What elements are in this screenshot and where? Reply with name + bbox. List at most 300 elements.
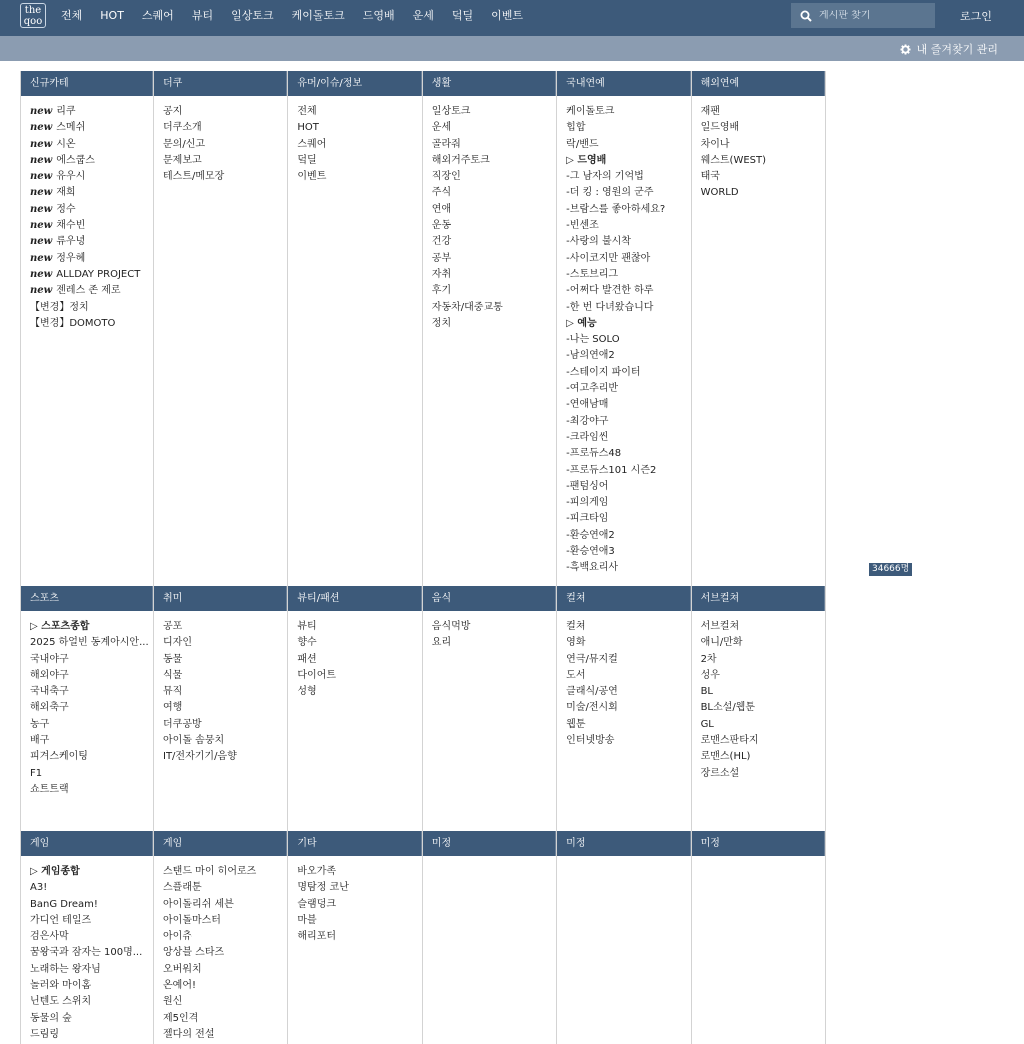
- board-link-label: 자취: [431, 268, 452, 280]
- board-link-label: 슬램덩크: [297, 898, 337, 910]
- board-link-label: 리쿠: [56, 106, 76, 117]
- board-link[interactable]: [30, 635, 153, 651]
- new-badge: new: [30, 236, 53, 248]
- board-link[interactable]: [566, 332, 690, 348]
- board-link[interactable]: [297, 169, 421, 185]
- board-link[interactable]: [30, 733, 153, 749]
- category-list: [692, 856, 825, 1044]
- board-link[interactable]: [30, 619, 153, 635]
- top-navigation-bar: [0, 0, 1024, 36]
- board-link[interactable]: [566, 414, 690, 430]
- category-list: [692, 611, 825, 831]
- favorites-manage-button[interactable]: [900, 41, 998, 57]
- new-badge: new: [30, 203, 53, 215]
- board-link[interactable]: [432, 300, 556, 316]
- board-link[interactable]: [432, 316, 556, 332]
- board-link[interactable]: [566, 479, 690, 495]
- board-link[interactable]: [566, 137, 690, 153]
- category-list: [423, 96, 556, 586]
- category-list: [288, 856, 421, 1044]
- board-link[interactable]: [163, 880, 287, 896]
- search-input[interactable]: [819, 10, 929, 21]
- board-link-label: 해외거주토크: [431, 154, 490, 166]
- board-link[interactable]: [566, 495, 690, 511]
- board-link[interactable]: [701, 684, 825, 700]
- board-link-label: -환승연애3: [566, 546, 615, 558]
- board-link[interactable]: [297, 120, 421, 136]
- main-nav: [52, 0, 532, 30]
- board-link-label: 해외야구: [30, 669, 69, 681]
- category-column: [423, 831, 557, 1044]
- board-link[interactable]: [163, 153, 287, 169]
- board-link[interactable]: [701, 619, 825, 635]
- board-link[interactable]: [30, 749, 153, 765]
- board-link-label: 덬딜: [297, 154, 317, 166]
- new-badge: new: [30, 187, 53, 199]
- board-link[interactable]: [163, 120, 287, 136]
- board-link-label: 배구: [30, 735, 50, 747]
- board-link[interactable]: [297, 635, 421, 651]
- board-link-label: 음식먹방: [431, 621, 471, 632]
- search-icon: [800, 10, 812, 22]
- board-link[interactable]: [297, 684, 421, 700]
- board-link-label: -브람스를 좋아하세요?: [566, 203, 666, 215]
- board-link-label: 젤다의 전설: [163, 1028, 215, 1040]
- nav-item[interactable]: HOT: [100, 8, 124, 22]
- board-link-label: 차이나: [700, 138, 730, 150]
- nav-item[interactable]: 스퀘어: [141, 9, 174, 22]
- category-column: [423, 586, 557, 831]
- category-header: 해외연예: [692, 71, 825, 96]
- board-link[interactable]: [297, 652, 421, 668]
- board-link[interactable]: [701, 169, 825, 185]
- board-link-label: -프로듀스101 시즌2: [566, 464, 657, 476]
- category-column: [154, 71, 288, 586]
- board-link[interactable]: [163, 897, 287, 913]
- board-link[interactable]: [30, 700, 153, 716]
- category-header: 음식: [423, 586, 556, 611]
- board-link[interactable]: [432, 283, 556, 299]
- board-link-label: 제5인격: [163, 1012, 199, 1024]
- new-badge: new: [30, 154, 53, 166]
- board-link[interactable]: [566, 560, 690, 576]
- nav-item[interactable]: 전체: [61, 9, 83, 22]
- category-column: [692, 586, 826, 831]
- board-link-label: 아이돌마스터: [163, 914, 221, 926]
- board-link[interactable]: [163, 1027, 287, 1043]
- board-link-label: -남의연애2: [566, 350, 615, 362]
- board-link-label: 앙상블 스타즈: [163, 947, 225, 959]
- board-link[interactable]: [566, 668, 690, 684]
- board-link-label: 더쿠소개: [163, 122, 202, 134]
- board-link-label: BL소설/웹툰: [700, 702, 756, 714]
- board-link-label: 정치: [431, 317, 452, 329]
- board-link[interactable]: [566, 218, 690, 234]
- board-link-label: 국내축구: [30, 686, 69, 698]
- board-link[interactable]: [297, 864, 421, 880]
- category-header: 컬쳐: [557, 586, 690, 611]
- board-link[interactable]: [30, 1027, 153, 1043]
- category-column: [557, 586, 691, 831]
- board-link[interactable]: [432, 185, 556, 201]
- category-list: [423, 856, 556, 1044]
- board-link-label: 동물: [163, 653, 183, 665]
- category-header: 국내연예: [557, 71, 690, 96]
- board-link-label: F1: [30, 767, 43, 779]
- category-row: [20, 586, 826, 831]
- board-link-label: 바오가족: [297, 866, 337, 877]
- board-link[interactable]: [297, 880, 421, 896]
- board-link-label: -더 킹 : 영원의 군주: [566, 187, 654, 199]
- category-list: [154, 611, 287, 831]
- board-link-label: 인터넷방송: [566, 735, 615, 747]
- board-link[interactable]: [566, 104, 690, 120]
- board-link[interactable]: [432, 218, 556, 234]
- board-link-label: 명탐정 코난: [297, 882, 349, 894]
- category-header: 미정: [423, 831, 556, 856]
- board-link-label: 이벤트: [297, 171, 327, 183]
- board-link-label: 오버워치: [163, 963, 202, 975]
- board-link-label: -사랑의 불시착: [566, 236, 631, 248]
- category-header: 취미: [154, 586, 287, 611]
- board-link[interactable]: [30, 929, 153, 945]
- board-link-label: 동물의 숲: [30, 1012, 72, 1024]
- board-link[interactable]: [30, 668, 153, 684]
- board-link[interactable]: [566, 652, 690, 668]
- board-link-label: -최강야구: [566, 415, 609, 427]
- category-header: 미정: [692, 831, 825, 856]
- board-link-label: 요리: [431, 637, 452, 649]
- new-badge: new: [30, 122, 53, 134]
- board-link[interactable]: [30, 234, 153, 250]
- board-link[interactable]: [30, 137, 153, 153]
- board-link[interactable]: [432, 234, 556, 250]
- board-link-label: 류우녕: [56, 236, 86, 248]
- board-link[interactable]: [566, 511, 690, 527]
- board-link-label: IT/전자기기/음향: [163, 751, 237, 763]
- category-column: [20, 831, 154, 1044]
- board-link-label: 아이돌 솜뭉치: [163, 735, 225, 747]
- category-column: [423, 71, 557, 586]
- board-link-label: 온예어!: [163, 980, 196, 992]
- board-link-label: -피의게임: [566, 497, 609, 509]
- board-link[interactable]: [432, 120, 556, 136]
- board-link[interactable]: [30, 120, 153, 136]
- board-link[interactable]: [297, 668, 421, 684]
- board-link[interactable]: [701, 700, 825, 716]
- board-link[interactable]: [566, 283, 690, 299]
- board-search[interactable]: [791, 3, 935, 28]
- board-link-label: -빈센조: [566, 220, 599, 232]
- board-link[interactable]: [30, 978, 153, 994]
- nav-item[interactable]: 이벤트: [491, 9, 524, 22]
- category-column: [288, 71, 422, 586]
- board-link[interactable]: [432, 251, 556, 267]
- board-link[interactable]: [701, 717, 825, 733]
- board-link[interactable]: [432, 202, 556, 218]
- board-link[interactable]: [30, 652, 153, 668]
- board-link[interactable]: [566, 120, 690, 136]
- board-link[interactable]: [163, 104, 287, 120]
- board-link[interactable]: [701, 153, 825, 169]
- category-list: [21, 96, 153, 586]
- board-link-label: 아이돌리쉬 세븐: [163, 898, 234, 910]
- category-header: 더쿠: [154, 71, 287, 96]
- board-link[interactable]: [566, 528, 690, 544]
- board-link[interactable]: [297, 929, 421, 945]
- board-link-label: 놀러와 마이홈: [30, 980, 92, 992]
- category-header: 게임: [21, 831, 153, 856]
- nav-item[interactable]: 일상토크: [231, 9, 274, 22]
- board-link[interactable]: [163, 913, 287, 929]
- board-link[interactable]: [566, 397, 690, 413]
- board-link[interactable]: [163, 652, 287, 668]
- board-link[interactable]: [163, 864, 287, 880]
- board-link-label: 더쿠공방: [163, 718, 202, 730]
- board-link[interactable]: [432, 619, 556, 635]
- board-link[interactable]: [30, 766, 153, 782]
- board-link-label: 국내야구: [30, 653, 69, 665]
- board-link-label: 노래하는 왕자님: [30, 963, 101, 975]
- board-link[interactable]: [30, 185, 153, 201]
- category-column: [288, 831, 422, 1044]
- board-link-label: 에스쿱스: [56, 154, 95, 166]
- board-link[interactable]: [566, 733, 690, 749]
- board-link[interactable]: [30, 283, 153, 299]
- board-link[interactable]: [30, 251, 153, 267]
- board-link[interactable]: [566, 430, 690, 446]
- board-link-label: 태국: [700, 171, 720, 183]
- board-link[interactable]: [566, 717, 690, 733]
- board-link-label: 유우시: [56, 171, 86, 183]
- category-header: 생활: [423, 71, 556, 96]
- board-link[interactable]: [566, 234, 690, 250]
- board-link[interactable]: [566, 700, 690, 716]
- nav-item[interactable]: 덬딜: [451, 9, 474, 22]
- board-link-label: 꿈왕국과 잠자는 100명...: [30, 947, 143, 959]
- board-link-label: 직장인: [431, 171, 461, 183]
- board-link-label: 골라줘: [431, 138, 461, 150]
- category-list: [692, 96, 825, 586]
- board-link[interactable]: [566, 619, 690, 635]
- board-link[interactable]: [163, 635, 287, 651]
- board-link-label: ▷ 게임종합: [30, 866, 80, 877]
- board-link-label: ▷ 예능: [566, 317, 597, 329]
- board-link[interactable]: [297, 913, 421, 929]
- board-link[interactable]: [30, 782, 153, 798]
- board-link[interactable]: [30, 218, 153, 234]
- sub-bar: [0, 36, 1024, 61]
- board-link[interactable]: [701, 668, 825, 684]
- board-link[interactable]: [432, 137, 556, 153]
- board-link[interactable]: [566, 446, 690, 462]
- board-link[interactable]: [30, 267, 153, 283]
- board-link[interactable]: [701, 733, 825, 749]
- board-link[interactable]: [297, 619, 421, 635]
- board-link-label: 다이어트: [297, 669, 337, 681]
- board-link-label: A3!: [30, 882, 48, 894]
- board-link-label: 젠레스 존 제로: [56, 285, 121, 297]
- board-link[interactable]: [566, 381, 690, 397]
- board-link[interactable]: [30, 104, 153, 120]
- board-link-label: ▷ 스포츠종합: [30, 621, 90, 632]
- board-link[interactable]: [566, 185, 690, 201]
- board-link[interactable]: [701, 749, 825, 765]
- board-link[interactable]: [297, 137, 421, 153]
- board-link[interactable]: [30, 913, 153, 929]
- board-link-label: 전체: [297, 106, 317, 117]
- board-link[interactable]: [566, 316, 690, 332]
- board-link-label: -사이코지만 괜찮아: [566, 252, 651, 264]
- board-link[interactable]: [30, 300, 153, 316]
- board-link[interactable]: [30, 316, 153, 332]
- board-link[interactable]: [701, 635, 825, 651]
- board-link-label: BanG Dream!: [30, 898, 98, 910]
- board-link-label: -연애남매: [566, 399, 609, 411]
- board-link-label: ALLDAY PROJECT: [56, 268, 141, 280]
- board-link-label: HOT: [297, 122, 319, 134]
- board-link-label: -스테이지 파이터: [566, 366, 641, 378]
- board-link[interactable]: [432, 153, 556, 169]
- board-link[interactable]: [163, 1011, 287, 1027]
- board-link[interactable]: [566, 684, 690, 700]
- board-link[interactable]: [30, 202, 153, 218]
- board-link-label: 운세: [431, 122, 452, 134]
- board-link[interactable]: [30, 897, 153, 913]
- board-link-label: 【변경】정치: [30, 301, 89, 313]
- board-link[interactable]: [163, 668, 287, 684]
- board-link[interactable]: [30, 994, 153, 1010]
- board-link-label: 장르소설: [700, 767, 740, 779]
- board-link[interactable]: [297, 153, 421, 169]
- board-link[interactable]: [297, 897, 421, 913]
- board-link[interactable]: [163, 994, 287, 1010]
- board-link[interactable]: [701, 137, 825, 153]
- board-link[interactable]: [163, 962, 287, 978]
- board-link-label: 문제보고: [163, 154, 202, 166]
- board-link-label: 연극/뮤지컬: [566, 653, 618, 665]
- board-link[interactable]: [163, 684, 287, 700]
- board-link-label: 일드영배: [700, 122, 740, 134]
- board-link[interactable]: [163, 929, 287, 945]
- gear-icon: [900, 44, 911, 55]
- board-link[interactable]: [566, 267, 690, 283]
- board-link[interactable]: [432, 267, 556, 283]
- board-link[interactable]: [163, 169, 287, 185]
- board-link[interactable]: [297, 104, 421, 120]
- board-link[interactable]: [163, 717, 287, 733]
- board-link[interactable]: [30, 153, 153, 169]
- board-link[interactable]: [30, 880, 153, 896]
- board-link-label: 향수: [297, 637, 317, 649]
- board-link[interactable]: [701, 652, 825, 668]
- board-link-label: -나는 SOLO: [566, 334, 620, 346]
- nav-item[interactable]: 뷰티: [191, 9, 214, 22]
- board-link-label: 가디언 테일즈: [30, 914, 92, 926]
- board-link-label: 성형: [297, 686, 317, 698]
- board-link[interactable]: [30, 169, 153, 185]
- board-link-label: ▷ 드영배: [566, 154, 607, 166]
- board-link[interactable]: [566, 463, 690, 479]
- board-link-label: 건강: [431, 236, 452, 248]
- board-link-label: -어쩌다 발견한 하루: [566, 285, 654, 297]
- board-link[interactable]: [701, 104, 825, 120]
- board-link[interactable]: [566, 365, 690, 381]
- board-link[interactable]: [30, 684, 153, 700]
- board-link-label: 쇼트트랙: [30, 783, 69, 795]
- nav-item[interactable]: 드영배: [362, 9, 395, 22]
- board-link[interactable]: [566, 202, 690, 218]
- board-link[interactable]: [432, 635, 556, 651]
- category-column: [154, 586, 288, 831]
- board-link[interactable]: [30, 864, 153, 880]
- category-column: [557, 831, 691, 1044]
- category-column: [20, 71, 154, 586]
- board-link[interactable]: [163, 137, 287, 153]
- board-link-label: 정우혜: [56, 252, 86, 264]
- category-grid: [20, 71, 826, 1044]
- nav-item[interactable]: 운세: [412, 9, 434, 22]
- board-link-label: GL: [700, 718, 714, 730]
- online-user-count: 34666명: [869, 563, 912, 576]
- board-link[interactable]: [566, 153, 690, 169]
- nav-item[interactable]: 케이돌토크: [291, 9, 345, 22]
- board-link[interactable]: [566, 169, 690, 185]
- board-link[interactable]: [163, 733, 287, 749]
- board-link[interactable]: [432, 169, 556, 185]
- category-header: 기타: [288, 831, 421, 856]
- board-link-label: 피겨스케이팅: [30, 751, 88, 763]
- board-link-label: -스토브리그: [566, 268, 619, 280]
- board-link-label: 해외축구: [30, 702, 69, 714]
- board-link[interactable]: [701, 185, 825, 201]
- category-column: [288, 586, 422, 831]
- board-link[interactable]: [566, 300, 690, 316]
- board-link-label: 드림링: [30, 1028, 59, 1040]
- board-link-label: BL: [700, 686, 713, 698]
- board-link[interactable]: [163, 749, 287, 765]
- board-link-label: 아이츄: [163, 931, 192, 943]
- category-header: 유머/이슈/정보: [288, 71, 421, 96]
- category-list: [154, 96, 287, 586]
- board-link[interactable]: [30, 962, 153, 978]
- board-link[interactable]: [163, 700, 287, 716]
- board-link-label: 운동: [431, 220, 452, 232]
- board-link[interactable]: [163, 978, 287, 994]
- board-link[interactable]: [566, 635, 690, 651]
- board-link[interactable]: [30, 945, 153, 961]
- board-link[interactable]: [432, 104, 556, 120]
- board-link[interactable]: [566, 544, 690, 560]
- board-link[interactable]: [566, 251, 690, 267]
- board-link[interactable]: [566, 348, 690, 364]
- board-link-label: 스플래툰: [163, 882, 202, 894]
- board-link[interactable]: [163, 945, 287, 961]
- site-logo[interactable]: the qoo: [20, 3, 46, 28]
- board-link[interactable]: [163, 619, 287, 635]
- favorites-manage-label: 내 즐겨찾기 관리: [916, 43, 998, 56]
- login-button[interactable]: 로그인: [960, 10, 992, 23]
- board-link-label: 컬쳐: [566, 621, 586, 632]
- category-list: [154, 856, 287, 1044]
- board-link[interactable]: [701, 120, 825, 136]
- board-link[interactable]: [701, 766, 825, 782]
- board-link-label: 도서: [566, 669, 586, 681]
- board-link[interactable]: [30, 717, 153, 733]
- category-column: [557, 71, 691, 586]
- board-link[interactable]: [30, 1011, 153, 1027]
- board-link-label: 뷰티: [297, 621, 317, 632]
